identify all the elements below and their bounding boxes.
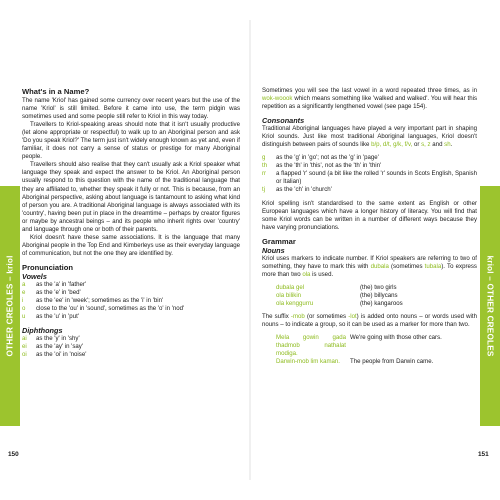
english-gloss: (the) two girls — [360, 283, 397, 291]
consonant-symbol: rr — [262, 170, 267, 178]
right-column — [262, 87, 477, 366]
suffix-paragraph: The suffix -mob (or sometimes -lot) is added onto nouns – or words used with nouns – to indicate a group, so it can be used as a marker for more than two. — [262, 312, 477, 329]
intro-paragraph: Sometimes you will see the last vowel in a word repeated three times, as in wok-woook which means something like 'walked and walked'. You will hear this repetition as a significantly lengthened vowel (see page 154). — [262, 87, 477, 111]
book-gutter — [249, 20, 251, 480]
kriol-phrase: ola kenggurru — [276, 299, 314, 307]
consonants-paragraph: Traditional Aboriginal languages have played a very important part in shaping Kriol sounds. Just like most traditional Aboriginal languages, Kriol doesn't distinguish between pairs of sounds like b/p, d/t, g/k, f/v, or s, z and sh. — [262, 125, 477, 149]
diphthong-symbol: ei — [22, 343, 27, 351]
vowel-symbol: e — [22, 288, 26, 296]
vowel-desc: as the 'ee' in 'week'; sometimes as the 'i' in 'bin' — [36, 297, 164, 305]
consonant-row — [262, 186, 477, 194]
noun-examples — [262, 284, 477, 308]
page-number: 150 — [8, 451, 19, 458]
page-number: 151 — [478, 451, 489, 458]
vowel-row — [22, 297, 240, 305]
example-word: wok-woook — [262, 95, 293, 103]
diphthong-symbol: oi — [22, 351, 27, 359]
consonant-desc: as the 'ch' in 'church' — [276, 186, 332, 194]
vowel-desc: as the 'u' in 'put' — [36, 313, 79, 321]
vowel-symbol: a — [22, 280, 26, 288]
diphthong-row — [22, 351, 240, 359]
consonant-symbol: th — [262, 162, 268, 170]
pronunciation-heading: Pronunciation — [22, 262, 74, 272]
diphthong-list — [22, 335, 240, 359]
diphthong-desc: as the 'oi' in 'noise' — [36, 351, 87, 359]
grammar-heading: Grammar — [262, 236, 296, 246]
paragraph: Travellers should also realise that they can't usually ask a Kriol speaker what language they speak and expect the answer to be Kriol. An Aboriginal person usually respond to this question with the name of the traditional language that they are affiliated to, whether they speak it fully or not. This is because, from an Aboriginal perspective, asking about language is tantamount to asking what kind of person you are. A traditional Aboriginal language is always associated with its 'country', having been put in place in the dreamtime – perhaps by creator figures or maybe by ancestral beings – and its people who inherit rights over 'country' and language through one or both of their parents. — [22, 161, 240, 233]
section-tab-label: kriol – OTHER CREOLES — [485, 255, 495, 357]
vowel-row — [22, 281, 240, 289]
consonant-symbol: tj — [262, 186, 266, 194]
vowel-desc: close to the 'ou' in 'sound', sometimes as the 'o' in 'nod' — [36, 305, 185, 313]
nouns-heading: Nouns — [262, 245, 285, 255]
english-gloss: We're going with those other cars. — [350, 334, 442, 342]
consonants-heading: Consonants — [262, 116, 305, 126]
section-tab-left — [0, 186, 20, 426]
section-tab-label: OTHER CREOLES – kriol — [5, 255, 15, 357]
diphthongs-heading: Diphthongs — [22, 326, 63, 336]
diphthong-desc: as the 'ay' in 'say' — [36, 343, 83, 351]
kriol-phrase: dubala gel — [276, 283, 305, 291]
consonant-list — [262, 154, 477, 194]
vowel-desc: as the 'a' in 'father' — [36, 280, 87, 288]
example-row — [276, 358, 477, 366]
kriol-phrase: Darwin-mob lim kaman. — [276, 358, 340, 366]
vowel-symbol: i — [22, 297, 24, 305]
spelling-paragraph: Kriol spelling isn't standardised to the same extent as English or other European languages which have a longer history of literacy. You will find that some Kriol words can be written in a number of different ways because they have varying pronunciations. — [262, 199, 477, 231]
section-tab-right — [480, 186, 500, 426]
kriol-phrase: Mela gowin gada thadmob nathalat modiga. — [276, 334, 346, 358]
diphthong-row — [22, 343, 240, 351]
diphthong-desc: as the 'y' in 'shy' — [36, 335, 80, 343]
example-row — [276, 300, 477, 308]
vowel-row — [22, 305, 240, 313]
vowel-desc: as the 'e' in 'bed' — [36, 288, 81, 296]
consonant-row — [262, 170, 477, 186]
english-gloss: (the) billycans — [360, 291, 398, 299]
consonant-row — [262, 154, 477, 162]
vowel-symbol: u — [22, 313, 26, 321]
paragraph: Kriol doesn't have these same associations. It is the language that many Aboriginal people in the Top End and Kimberleys use as their everyday language of communication, but not the one they are identified by. — [22, 233, 240, 257]
consonant-row — [262, 162, 477, 170]
consonant-desc: as the 'g' in 'go'; not as the 'g' in 'page' — [276, 154, 379, 162]
paragraph: The name 'Kriol' has gained some currency over recent years but the use of the name 'Kriol' is still limited. Before it came into use, the term pidgin was sometimes used and some people still refer to Kriol in this way today. — [22, 97, 240, 121]
consonant-desc: as the 'th' in 'this', not as the 'th' in 'thin' — [276, 162, 382, 170]
suffix-examples — [262, 334, 477, 366]
example-row — [276, 334, 477, 358]
section-heading-name: What's in a Name? — [22, 87, 90, 96]
diphthong-symbol: ai — [22, 335, 27, 343]
english-gloss: (the) kangaroos — [360, 299, 403, 307]
kriol-phrase: ola bilikin — [276, 291, 302, 299]
vowel-symbol: o — [22, 305, 26, 313]
diphthong-row — [22, 335, 240, 343]
vowels-heading: Vowels — [22, 271, 47, 281]
vowel-row — [22, 289, 240, 297]
nouns-paragraph: Kriol uses markers to indicate number. If Kriol speakers are referring to two of something, they have to mark this with dubala (sometimes tubala). To express more than two ola is used. — [262, 254, 477, 278]
example-row — [276, 284, 477, 292]
vowel-row — [22, 313, 240, 321]
consonant-desc: a flapped 'r' sound (a bit like the rolled 'r' sounds in Scots English, Spanish or Italian) — [276, 170, 477, 186]
vowel-list — [22, 281, 240, 321]
left-column — [22, 87, 240, 359]
example-row — [276, 292, 477, 300]
paragraph: Travellers to Kriol-speaking areas should note that it isn't usually productive (let alone appropriate or respectful) to walk up to an Aboriginal person and ask 'Do you speak Kriol?' The term just isn't widely enough known as yet and, even if familiar, it does not carry a sense of status or prestige for many Aboriginal people. — [22, 121, 240, 161]
consonant-symbol: g — [262, 154, 266, 162]
english-gloss: The people from Darwin came. — [350, 358, 434, 366]
